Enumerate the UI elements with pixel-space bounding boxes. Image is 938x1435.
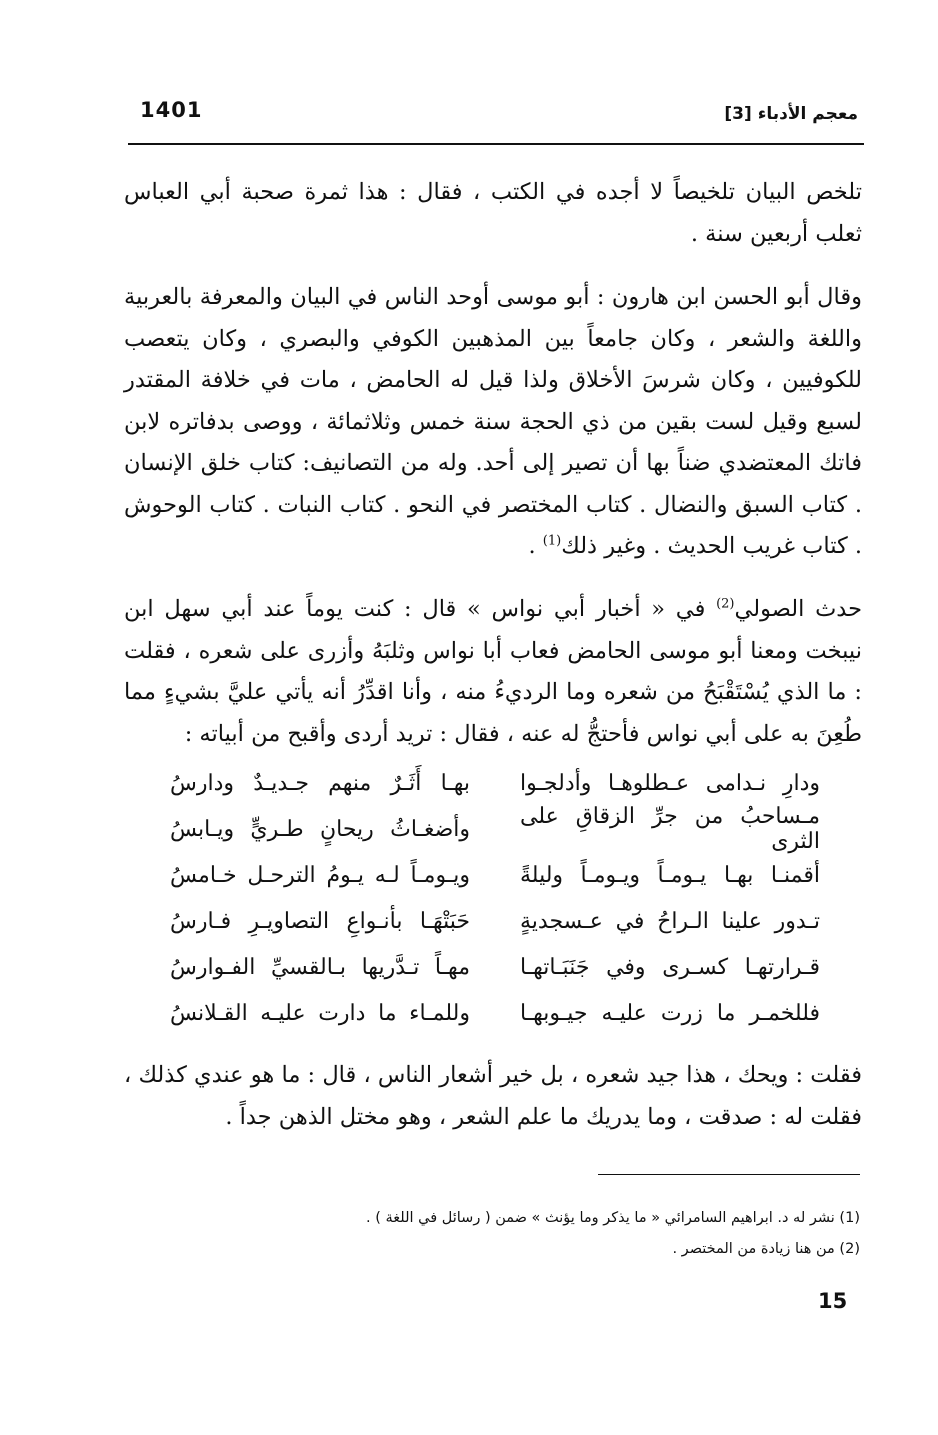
paragraph-1-text: تلخص البيان تلخيصاً لا أجده في الكتب ، فقال : هذا ثمرة صحبة أبي العباس ثعلب أربعين سنة . bbox=[124, 179, 862, 247]
verse-row bbox=[170, 990, 820, 1036]
verse-row bbox=[170, 852, 820, 898]
paragraph-3 bbox=[124, 589, 862, 755]
paragraph-2 bbox=[124, 277, 862, 568]
paragraph-2-body bbox=[124, 277, 862, 568]
paragraph-3-start: حدث الصولي bbox=[734, 596, 862, 622]
verse-first-hemistich: فللخمـر ما زرت عليـه جيـوبهـا bbox=[520, 1000, 820, 1026]
footer-page-number: 15 bbox=[818, 1289, 848, 1313]
verse-first-hemistich: ودارِ نـدامى عـطلوهـا وأدلجـوا bbox=[520, 770, 820, 796]
paragraph-2-end: . bbox=[528, 533, 543, 559]
running-title: معجم الأدباء [3] bbox=[724, 104, 858, 124]
verse-row bbox=[170, 806, 820, 852]
poem-verses bbox=[170, 760, 820, 1036]
verse-second-hemistich: ويـومـاً لـه يـومُ الترحـل خـامسُ bbox=[170, 862, 470, 888]
verse-second-hemistich: مهـاً تـدَّريها بـالقسيِّ الفـوارسُ bbox=[170, 954, 470, 980]
verse-first-hemistich: أقمنـا بهـا يـومـاً ويـومـاً وليلةً bbox=[520, 862, 820, 888]
verse-second-hemistich: وللمـاء ما دارت عليـه القـلانسُ bbox=[170, 1000, 470, 1026]
footnote-reference-2[interactable]: (2) bbox=[716, 596, 735, 612]
paragraph-4-text: فقلت : ويحك ، هذا جيد شعره ، بل خير أشعار الناس ، قال : ما هو عندي كذلك ، فقلت له : صدقت ، وما يدريك ما علم الشعر ، وهو مختل الذهن جداً . bbox=[124, 1062, 862, 1130]
verse-row bbox=[170, 760, 820, 806]
verse-second-hemistich: حَبَتْهَـا بأنـواعِ التصاويـرِ فـارسُ bbox=[170, 908, 470, 934]
footnote-2: (2) من هنا زيادة من المختصر . bbox=[672, 1241, 860, 1257]
footnote-reference-1[interactable]: (1) bbox=[542, 533, 562, 549]
footnote-divider bbox=[598, 1174, 860, 1175]
verse-first-hemistich: قـرارتهـا كسـرى وفي جَنَبَـاتهـا bbox=[520, 954, 820, 980]
verse-first-hemistich: تـدور علينا الـراحُ في عـسجديةٍ bbox=[520, 908, 820, 934]
paragraph-2-text: وقال أبو الحسن ابن هارون : أبو موسى أوحد الناس في البيان والمعرفة بالعربية واللغة والشعر ، وكان جامعاً بين المذهبين الكوفي والبصري ، وكان يتعصب للكوفيين ، وكان شرسَ الأخلاق ولذا قيل له الحامض ، مات في خلافة المقتدر لسبع وقيل لست بقين من ذي الحجة سنة خمس وثلاثمائة ، ووصى بدفاتره لابن فاتك المعتضدي ضناً بها أن تصير إلى أحد. وله من التصانيف: كتاب خلق الإنسان . كتاب السبق والنضال . كتاب المختصر في النحو . كتاب النبات . كتاب الوحوش . كتاب غريب الحديث . وغير ذلك bbox=[124, 284, 862, 559]
header-divider bbox=[128, 143, 864, 145]
paragraph-3-body bbox=[124, 589, 862, 755]
paragraph-4 bbox=[124, 1055, 862, 1138]
paragraph-3-text: في « أخبار أبي نواس » قال : كنت يوماً عند أبي سهل ابن نيبخت ومعنا أبو موسى الحامض فعاب أبا نواس وثلبَهُ وأزرى على شعره ، فقلت : ما الذي يُسْتَقْبَحُ من شعره وما الرديءُ منه ، وأنا اقدِّرُ أنه يأتي عليَّ بشيءٍ مما طُعِنَ به على أبي نواس فأحتجُّ له عنه ، فقال : تريد أردى وأقبح من أبياته : bbox=[124, 596, 862, 747]
verse-row bbox=[170, 898, 820, 944]
verse-row bbox=[170, 944, 820, 990]
verse-second-hemistich: بهـا أَثَـرٌ منهم جـديـدٌ ودارسُ bbox=[170, 770, 470, 796]
verse-second-hemistich: وأضغـاثُ ريحانٍ طـريٍّ ويـابسُ bbox=[170, 816, 470, 842]
footnote-1: (1) نشر له د. ابراهيم السامرائي « ما يذكر وما يؤنث » ضمن ( رسائل في اللغة ) . bbox=[366, 1210, 860, 1226]
paragraph-1 bbox=[124, 172, 862, 255]
verse-first-hemistich: مـساحبُ من جرِّ الزقاقِ على الثرى bbox=[520, 804, 820, 854]
header-page-number: 1401 bbox=[140, 98, 203, 122]
